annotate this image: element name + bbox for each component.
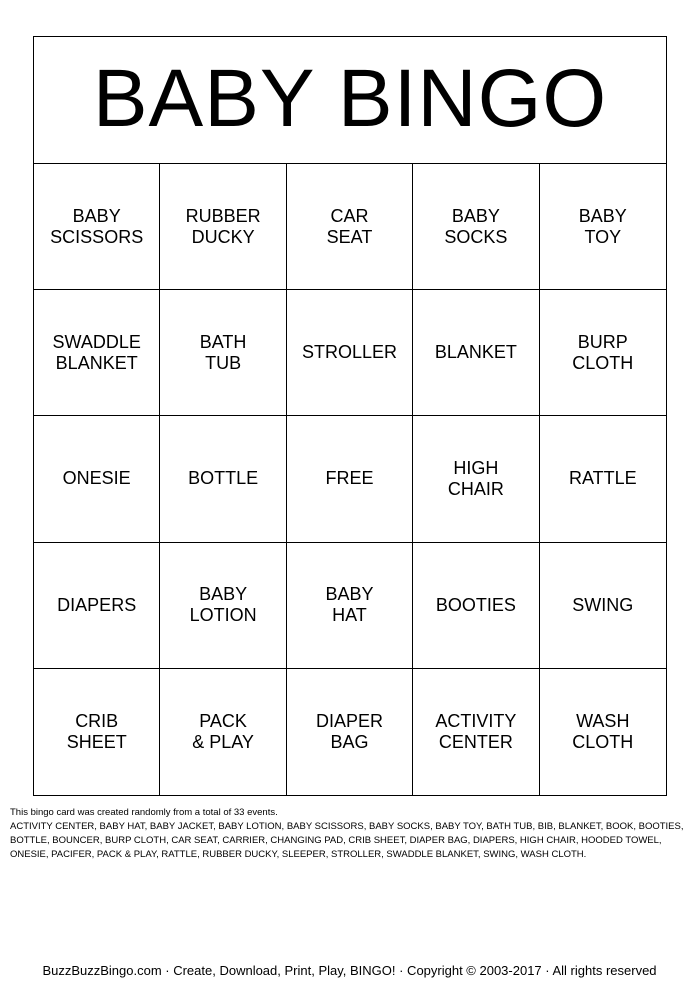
bingo-cell [287, 669, 413, 795]
cell-label: ONESIE [62, 468, 131, 489]
bingo-cell [34, 416, 160, 542]
bingo-cell [413, 416, 539, 542]
events-note [10, 806, 690, 862]
cell-label: RUBBER DUCKY [185, 205, 261, 247]
cell-label: STROLLER [301, 342, 397, 363]
cell-label: SWING [572, 594, 634, 615]
cell-label: HIGH CHAIR [447, 457, 504, 499]
cell-label: BABY SOCKS [444, 205, 508, 247]
cell-label: RATTLE [568, 468, 637, 489]
site-footer: BuzzBuzzBingo.com · Create, Download, Print, Play, BINGO! · Copyright © 2003-2017 · All rights reserved [42, 963, 657, 978]
title-row [34, 37, 666, 164]
cell-label: BABY TOY [578, 205, 627, 247]
cell-label: BLANKET [434, 342, 517, 363]
cell-label: BURP CLOTH [572, 331, 634, 373]
free-cell [287, 416, 413, 542]
bingo-cell [160, 290, 286, 416]
bingo-cell [160, 416, 286, 542]
events-list: ACTIVITY CENTER, BABY HAT, BABY JACKET, BABY LOTION, BABY SCISSORS, BABY SOCKS, BABY TOY, BATH TUB, BIB, BLANKET, BOOK, BOOTIES, BOTTLE, BOUNCER, BURP CLOTH, CAR SEAT, CARRIER, CHANGING PAD, CRIB SHEET, DIAPER BAG, DIAPERS, HIGH CHAIR, HOODED TOWEL, ONESIE, PACIFER, PACK & PLAY, RATTLE, RUBBER DUCKY, SLEEPER, STROLLER, SWADDLE BLANKET, SWING, WASH CLOTH. [10, 821, 684, 860]
bingo-grid [34, 164, 666, 795]
bingo-cell [287, 164, 413, 290]
cell-label: PACK & PLAY [192, 710, 254, 752]
bingo-cell [287, 543, 413, 669]
cell-label: BABY SCISSORS [50, 205, 144, 247]
bingo-cell [540, 669, 666, 795]
bingo-cell [413, 290, 539, 416]
cell-label: CAR SEAT [326, 205, 373, 247]
cell-label: BATH TUB [199, 331, 247, 373]
cell-label: FREE [325, 468, 374, 489]
cell-label: ACTIVITY CENTER [435, 710, 517, 752]
bingo-cell [160, 164, 286, 290]
bingo-card [33, 36, 667, 796]
bingo-cell [34, 290, 160, 416]
bingo-cell [34, 164, 160, 290]
cell-label: DIAPERS [57, 594, 137, 615]
cell-label: CRIB SHEET [66, 710, 127, 752]
cell-label: DIAPER BAG [315, 710, 383, 752]
bingo-cell [160, 669, 286, 795]
cell-label: BOTTLE [188, 468, 259, 489]
bingo-cell [413, 543, 539, 669]
bingo-cell [540, 290, 666, 416]
bingo-cell [413, 669, 539, 795]
bingo-cell [287, 290, 413, 416]
bingo-cell [34, 669, 160, 795]
cell-label: SWADDLE BLANKET [52, 331, 141, 373]
bingo-cell [160, 543, 286, 669]
bingo-cell [413, 164, 539, 290]
cell-label: BOOTIES [435, 594, 516, 615]
card-title: BABY BINGO [92, 53, 608, 144]
cell-label: BABY HAT [325, 584, 374, 626]
cell-label: WASH CLOTH [572, 710, 634, 752]
bingo-cell [540, 416, 666, 542]
bingo-cell [34, 543, 160, 669]
bingo-cell [540, 164, 666, 290]
events-intro: This bingo card was created randomly from a total of 33 events. [10, 807, 278, 818]
cell-label: BABY LOTION [189, 584, 257, 626]
bingo-cell [540, 543, 666, 669]
